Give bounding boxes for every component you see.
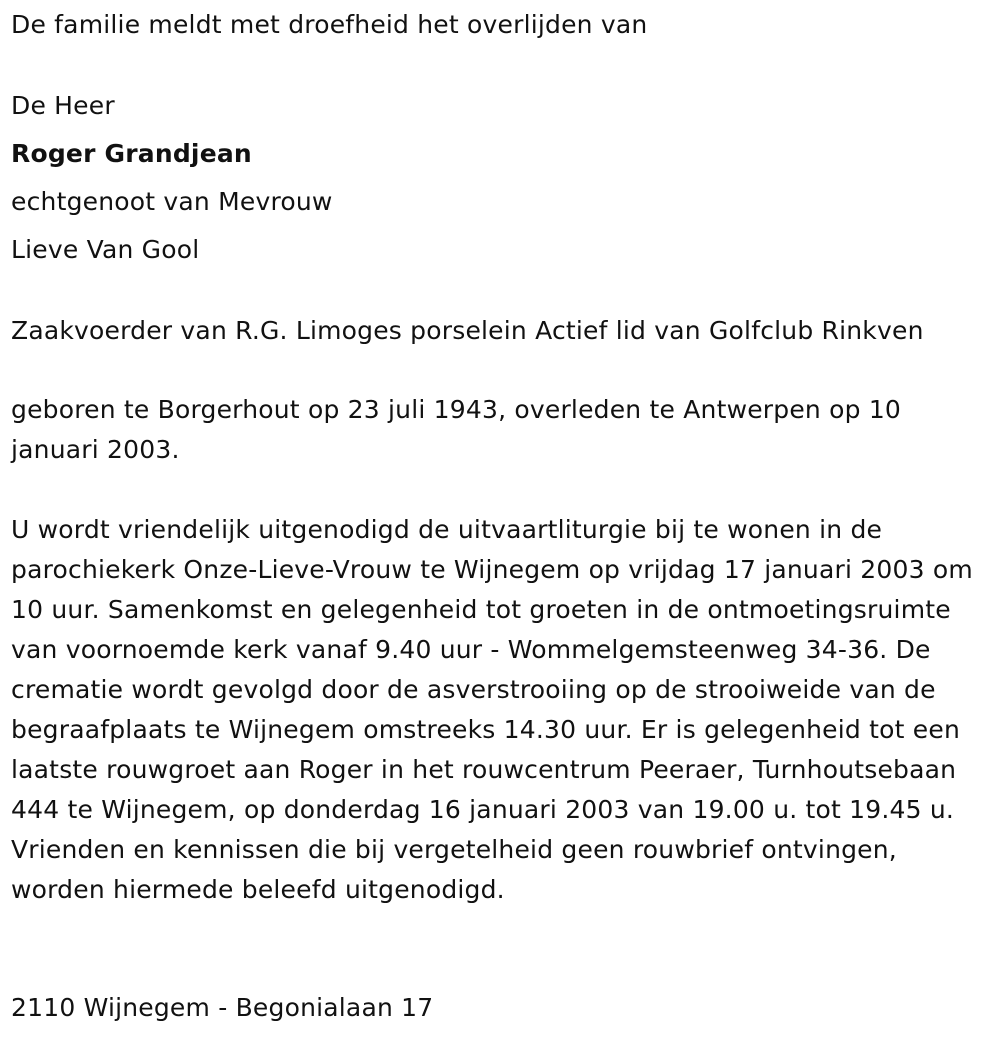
birth-death-dates: geboren te Borgerhout op 23 juli 1943, overleden te Antwerpen op 10 januari 2003. xyxy=(11,395,902,464)
family-address: 2110 Wijnegem - Begonialaan 17 xyxy=(11,993,434,1022)
occupation-text: Zaakvoerder van R.G. Limoges porselein Actief lid van Golfclub Rinkven xyxy=(11,316,924,345)
deceased-name: Roger Grandjean xyxy=(11,139,252,168)
spouse-name: Lieve Van Gool xyxy=(11,235,200,264)
funeral-invitation: U wordt vriendelijk uitgenodigd de uitvaartliturgie bij te wonen in de parochiekerk Onze-Lieve-Vrouw te Wijnegem op vrijdag 17 januari 2003 om 10 uur. Samenkomst en gelegenheid tot groeten in de ontmoetingsruimte van voornoemde kerk vanaf 9.40 uur - Wommelgemsteenweg 34-36. De crematie wordt gevolgd door de asverstrooiing op de strooiweide van de begraafplaats te Wijnegem omstreeks 14.30 uur. Er is gelegenheid tot een laatste rouwgroet aan Roger in het rouwcentrum Peeraer, Turnhoutsebaan 444 te Wijnegem, op donderdag 16 januari 2003 van 19.00 u. tot 19.45 u. Vrienden en kennissen die bij vergetelheid geen rouwbrief ontvingen, worden hiermede beleefd uitgenodigd. xyxy=(11,515,973,904)
salutation: De Heer xyxy=(11,91,115,120)
intro-text: De familie meldt met droefheid het overlijden van xyxy=(11,10,648,39)
spouse-label: echtgenoot van Mevrouw xyxy=(11,187,333,216)
